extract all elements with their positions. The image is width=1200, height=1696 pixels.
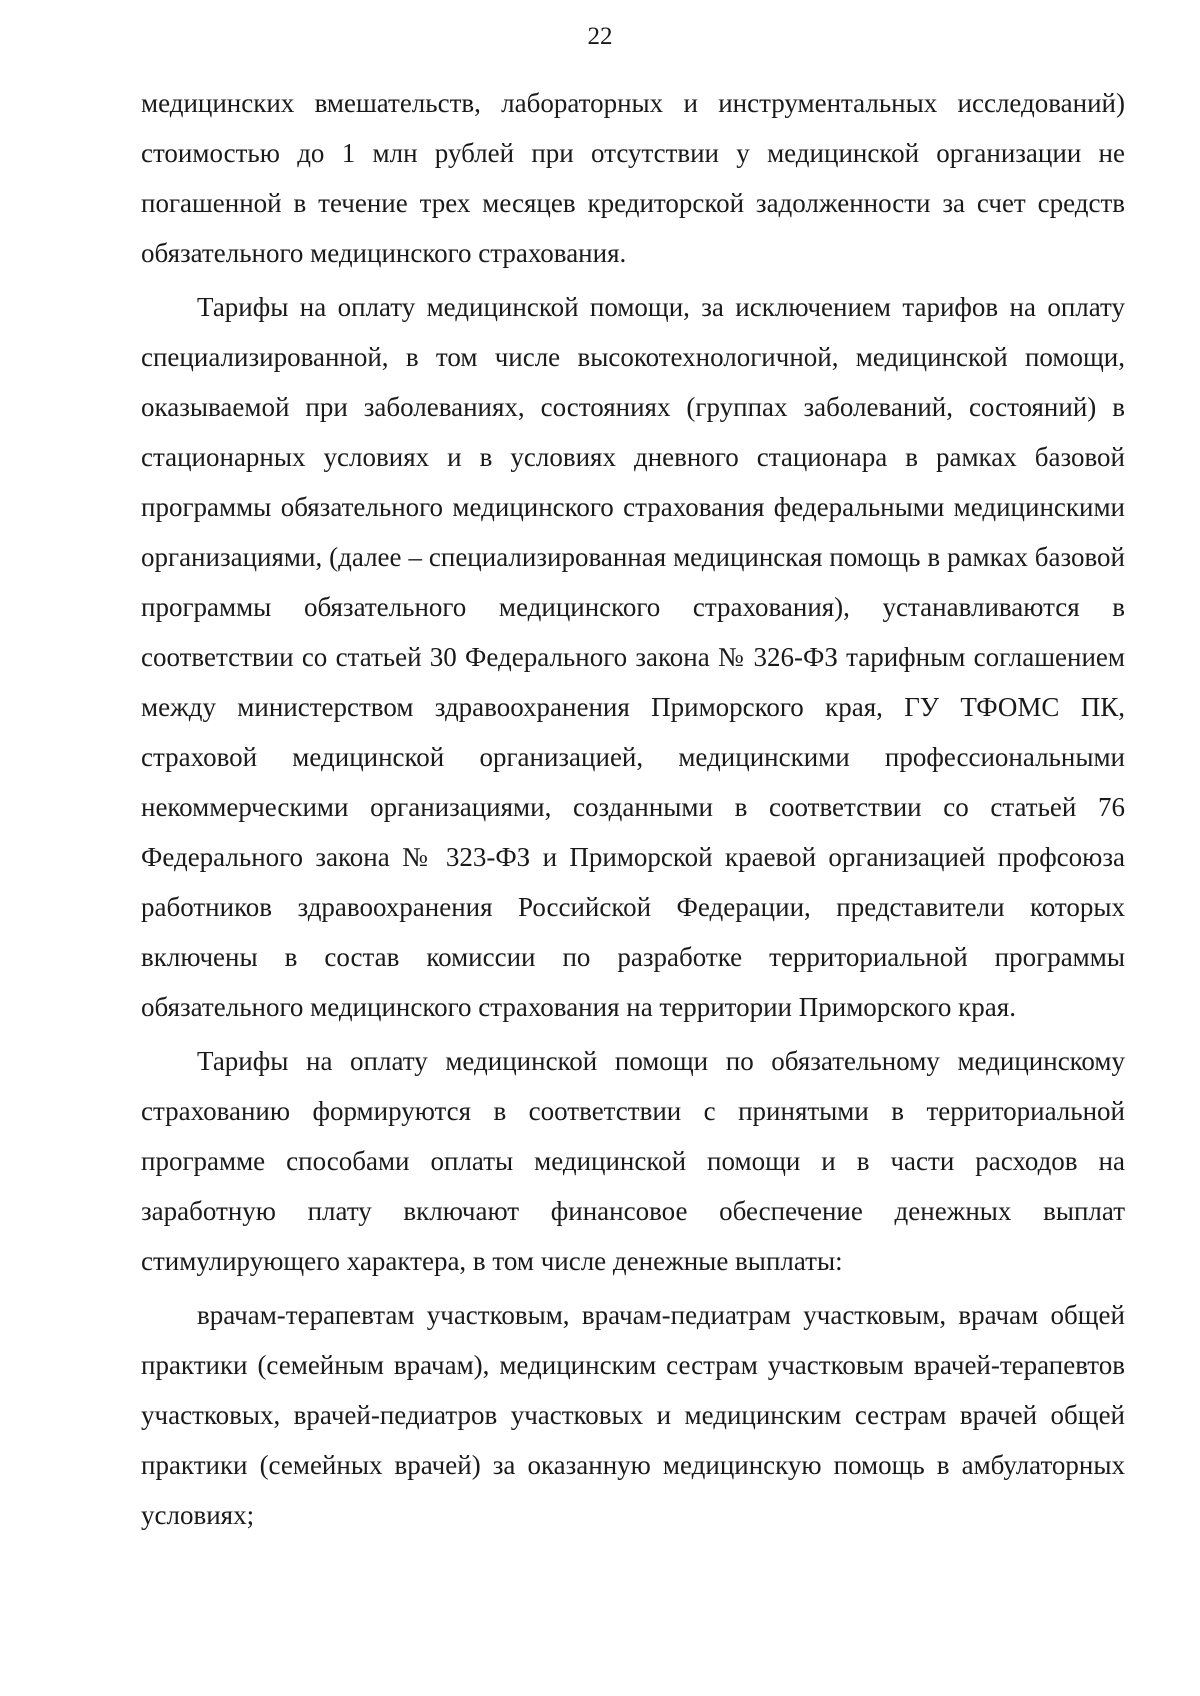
paragraph-tariffs-formation: Тарифы на оплату медицинской помощи по обязательному медицинскому страхованию формируются в соответствии с принятыми в территориальной программе способами оплаты медицинской помощи и в части расходов на заработную плату включают финансовое обеспечение денежных выплат стимулирующего характера, в том числе денежные выплаты: [141,1046,1125,1276]
paragraph-tariffs-specialized-care: Тарифы на оплату медицинской помощи, за исключением тарифов на оплату специализированной, в том числе высокотехнологичной, медицинской помощи, оказываемой при заболеваниях, состояниях (группах заболеваний, состояний) в стационарных условиях и в условиях дневного стационара в рамках базовой программы обязательного медицинского страхования федеральными медицинскими организациями, (далее – специализированная медицинская помощь в рамках базовой программы обязательного медицинского страхования), устанавливаются в соответствии со статьей 30 Федерального закона № 326-ФЗ тарифным соглашением между министерством здравоохранения Приморского края, ГУ ТФОМС ПК, страховой медицинской организацией, медицинскими профессиональными некоммерческими организациями, созданными в соответствии со статьей 76 Федерального закона № 323-ФЗ и Приморской краевой организацией профсоюза работников здравоохранения Российской Федерации, представители которых включены в состав комиссии по разработке территориальной программы обязательного медицинского страхования на территории Приморского края. [141,292,1125,1022]
body-text [141,78,1125,1544]
paragraph-continuation: медицинских вмешательств, лабораторных и инструментальных исследований) стоимостью до 1 млн рублей при отсутствии у медицинской организации не погашенной в течение трех месяцев кредиторской задолженности за счет средств обязательного медицинского страхования. [141,88,1125,268]
page-number: 22 [587,23,613,50]
paragraph-primary-care-payments: врачам-терапевтам участковым, врачам-педиатрам участковым, врачам общей практики (семейным врачам), медицинским сестрам участковым врачей-терапевтов участковых, врачей-педиатров участковых и медицинским сестрам врачей общей практики (семейных врачей) за оказанную медицинскую помощь в амбулаторных условиях; [141,1300,1125,1530]
